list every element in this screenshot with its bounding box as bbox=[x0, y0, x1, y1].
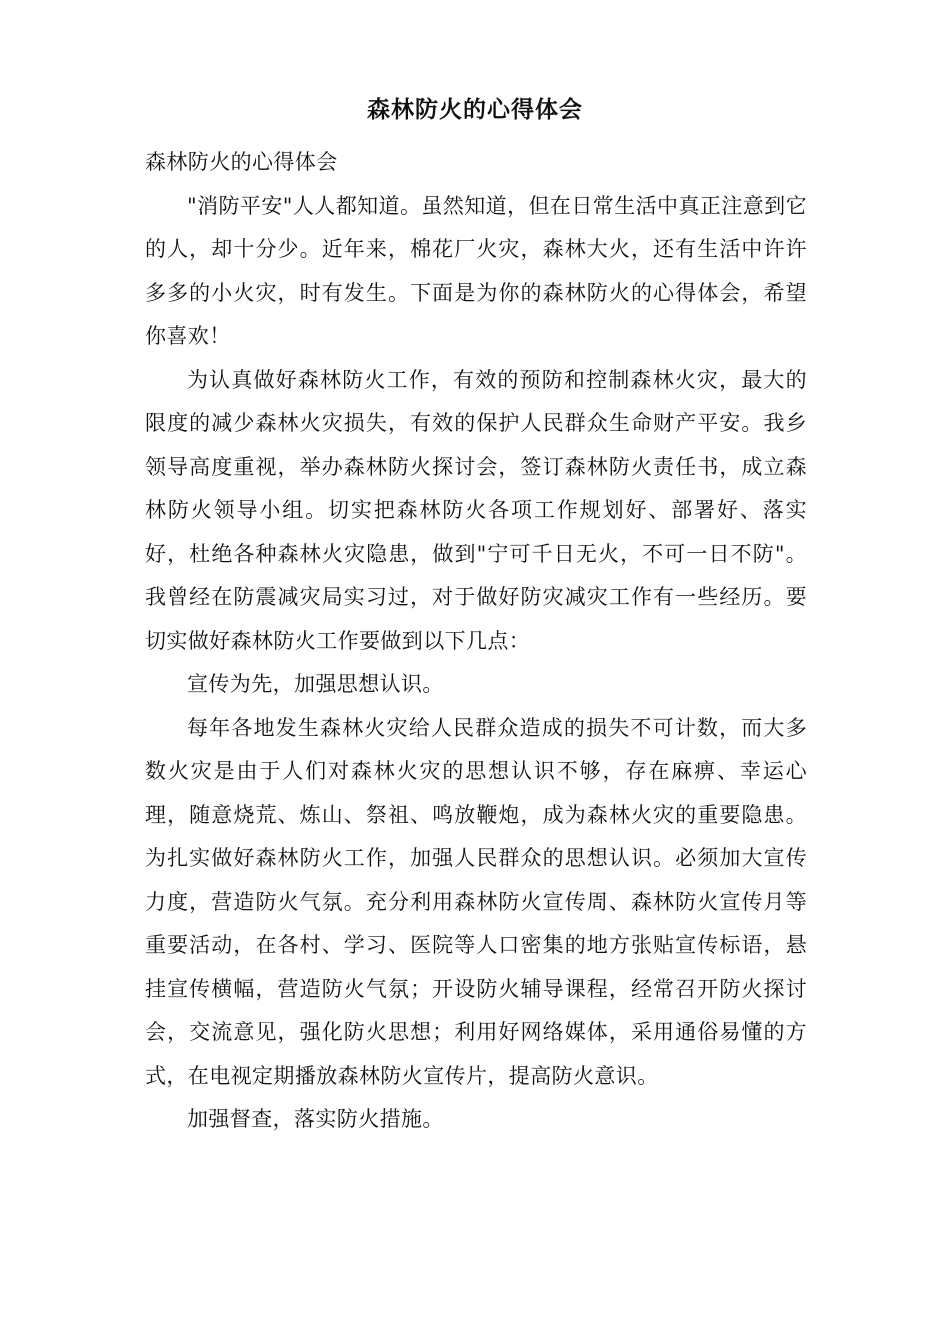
section-heading: 宣传为先，加强思想认识。 bbox=[187, 672, 444, 696]
document-body bbox=[145, 141, 807, 1142]
body-paragraph: 每年各地发生森林火灾给人民群众造成的损失不可计数，而大多数火灾是由于人们对森林火灾的思想认识不够，存在麻痹、幸运心理，随意烧荒、炼山、祭祖、鸣放鞭炮，成为森林火灾的重要隐患。为扎实做好森林防火工作，加强人民群众的思想认识。必须加大宣传力度，营造防火气氛。充分利用森林防火宣传周、森林防火宣传月等重要活动，在各村、学习、医院等人口密集的地方张贴宣传标语，悬挂宣传横幅，营造防火气氛；开设防火辅导课程，经常召开防火探讨会，交流意见，强化防火思想；利用好网络媒体，采用通俗易懂的方式，在电视定期播放森林防火宣传片，提高防火意识。 bbox=[145, 715, 807, 1088]
document-title: 森林防火的心得体会 bbox=[367, 96, 583, 123]
body-paragraph: 为认真做好森林防火工作，有效的预防和控制森林火灾，最大的限度的减少森林火灾损失，有效的保护人民群众生命财产平安。我乡领导高度重视，举办森林防火探讨会，签订森林防火责任书，成立森林防火领导小组。切实把森林防火各项工作规划好、部署好、落实好，杜绝各种森林火灾隐患，做到"宁可千日无火，不可一日不防"。我曾经在防震减灾局实习过，对于做好防灾减灾工作有一些经历。要切实做好森林防火工作要做到以下几点： bbox=[145, 367, 807, 653]
subtitle-paragraph: 森林防火的心得体会 bbox=[145, 150, 338, 174]
section-heading: 加强督查，落实防火措施。 bbox=[187, 1107, 444, 1131]
body-paragraph: "消防平安"人人都知道。虽然知道，但在日常生活中真正注意到它的人，却十分少。近年来，棉花厂火灾，森林大火，还有生活中许许多多的小火灾，时有发生。下面是为你的森林防火的心得体会，希望你喜欢！ bbox=[145, 193, 807, 348]
